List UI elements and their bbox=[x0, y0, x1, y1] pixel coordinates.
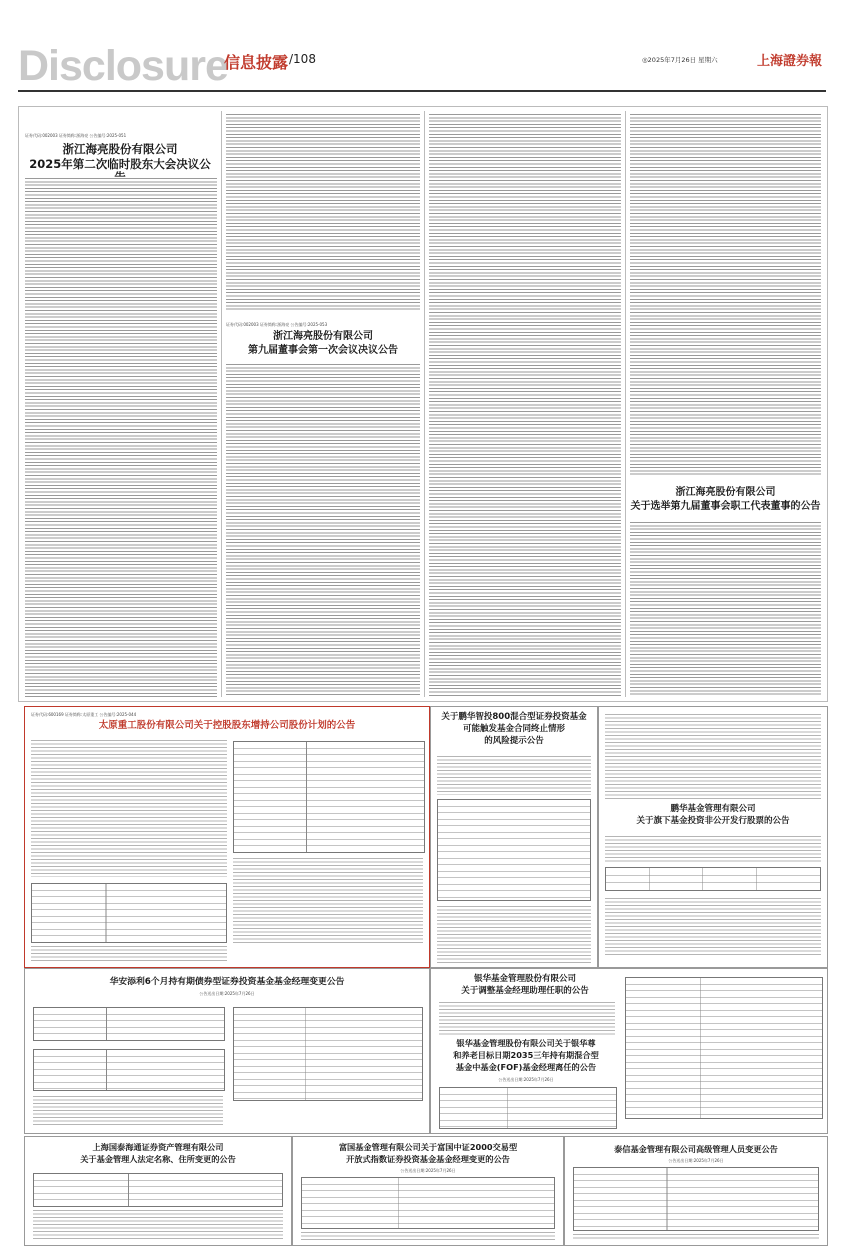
article-meta: 证券代码:002003 证券简称:浙海亮 公告编号:2025-053 bbox=[226, 322, 328, 327]
column-divider bbox=[625, 111, 626, 697]
article-date: 公告送出日期:2025年7月26日 bbox=[400, 1168, 456, 1173]
article-body-text bbox=[31, 739, 227, 877]
taixin-article bbox=[564, 1136, 828, 1246]
data-table bbox=[233, 1007, 423, 1101]
article-body-text bbox=[605, 713, 821, 801]
data-table bbox=[301, 1177, 555, 1229]
newspaper-logo: 上海證券報 bbox=[757, 54, 823, 69]
header-rule bbox=[18, 90, 826, 92]
article-title-line: 富国基金管理有限公司关于富国中证2000交易型 bbox=[338, 1142, 518, 1152]
article-date: 公告送出日期:2025年7月26日 bbox=[668, 1158, 724, 1163]
article-body-text bbox=[301, 1231, 555, 1241]
page-number: /108 bbox=[289, 52, 316, 66]
data-table bbox=[605, 867, 821, 891]
article-title-line: 的风险提示公告 bbox=[484, 736, 544, 746]
column-divider bbox=[221, 111, 222, 697]
article-title-line: 开放式指数证券投资基金基金经理变更的公告 bbox=[346, 1154, 510, 1164]
penghua-fund-article bbox=[598, 706, 828, 968]
article-company: 浙江海亮股份有限公司 bbox=[675, 487, 776, 498]
article-date: 公告送出日期:2025年7月26日 bbox=[199, 991, 255, 996]
data-table bbox=[625, 977, 823, 1119]
article-meta: 证券代码:600169 证券简称:太原重工 公告编号:2025-044 bbox=[31, 712, 137, 717]
article-body-text bbox=[25, 177, 217, 697]
data-table bbox=[33, 1173, 283, 1207]
article-meta: 证券代码:002003 证券简称:浙海亮 公告编号:2025-051 bbox=[25, 133, 127, 138]
zheshang-article-block bbox=[18, 106, 828, 702]
dateline: ◎2025年7月26日 星期六 bbox=[642, 56, 718, 64]
article-body-text bbox=[605, 897, 821, 957]
article-body-text bbox=[630, 113, 821, 477]
article-body-text bbox=[439, 1001, 615, 1035]
taiyuan-article bbox=[24, 706, 430, 968]
article-title-line: 和养老目标日期2035三年持有期混合型 bbox=[453, 1050, 599, 1060]
article-title-line: 基金中基金(FOF)基金经理离任的公告 bbox=[455, 1062, 597, 1072]
article-title: 关于选举第九届董事会职工代表董事的公告 bbox=[630, 501, 821, 512]
article-body-text bbox=[33, 1209, 283, 1241]
article-title: 泰信基金管理有限公司高级管理人员变更公告 bbox=[614, 1144, 778, 1154]
penghua-800-article bbox=[430, 706, 598, 968]
column-divider bbox=[424, 111, 425, 697]
yinhua-article bbox=[430, 968, 828, 1134]
article-title-line: 关于旗下基金投资非公开发行股票的公告 bbox=[636, 816, 790, 826]
article-title-line: 银华基金管理股份有限公司关于银华尊 bbox=[456, 1038, 596, 1048]
brand-disclosure: Disclosure bbox=[18, 42, 228, 90]
article-title: 太原重工股份有限公司关于控股股东增持公司股份计划的公告 bbox=[98, 720, 356, 731]
article-body-text bbox=[33, 1095, 223, 1125]
article-body-text bbox=[630, 521, 821, 697]
article-company: 浙江海亮股份有限公司 bbox=[273, 331, 373, 342]
article-body-text bbox=[31, 945, 227, 963]
data-table bbox=[33, 1049, 225, 1091]
article-body-text bbox=[437, 905, 591, 963]
article-body-text bbox=[233, 857, 423, 945]
article-body-text bbox=[429, 113, 621, 697]
huaan-article bbox=[24, 968, 430, 1134]
article-title-line: 关于基金管理人法定名称、住所变更的公告 bbox=[80, 1154, 236, 1164]
article-date: 公告送出日期:2025年7月26日 bbox=[498, 1077, 554, 1082]
article-title: 第九届董事会第一次会议决议公告 bbox=[248, 345, 398, 356]
article-title-line: 可能触发基金合同终止情形 bbox=[462, 724, 565, 734]
guotai-article bbox=[24, 1136, 292, 1246]
article-body-text bbox=[573, 1233, 819, 1241]
data-table bbox=[439, 1087, 617, 1129]
article-title: 华安添利6个月持有期债券型证券投资基金基金经理变更公告 bbox=[109, 977, 345, 987]
article-title-line: 银华基金管理股份有限公司 bbox=[473, 974, 576, 984]
data-table bbox=[437, 799, 591, 901]
article-body-text bbox=[226, 363, 420, 697]
article-body-text bbox=[605, 835, 821, 863]
article-company: 浙江海亮股份有限公司 bbox=[62, 142, 178, 156]
fuguo-article bbox=[292, 1136, 564, 1246]
article-title-line: 上海国泰海通证券资产管理有限公司 bbox=[92, 1142, 224, 1152]
article-title-line: 关于调整基金经理助理任职的公告 bbox=[461, 986, 589, 996]
data-table bbox=[33, 1007, 225, 1041]
data-table bbox=[31, 883, 227, 943]
section-title: 信息披露 bbox=[224, 53, 289, 72]
data-table bbox=[573, 1167, 819, 1231]
data-table bbox=[233, 741, 425, 853]
article-body-text bbox=[226, 113, 420, 311]
article-title-line: 关于鹏华智投800混合型证券投资基金 bbox=[441, 712, 587, 722]
article-title: 2025年第二次临时股东大会决议公 bbox=[29, 157, 211, 171]
article-title-line: 鹏华基金管理有限公司 bbox=[670, 804, 756, 814]
article-body-text bbox=[437, 755, 591, 795]
